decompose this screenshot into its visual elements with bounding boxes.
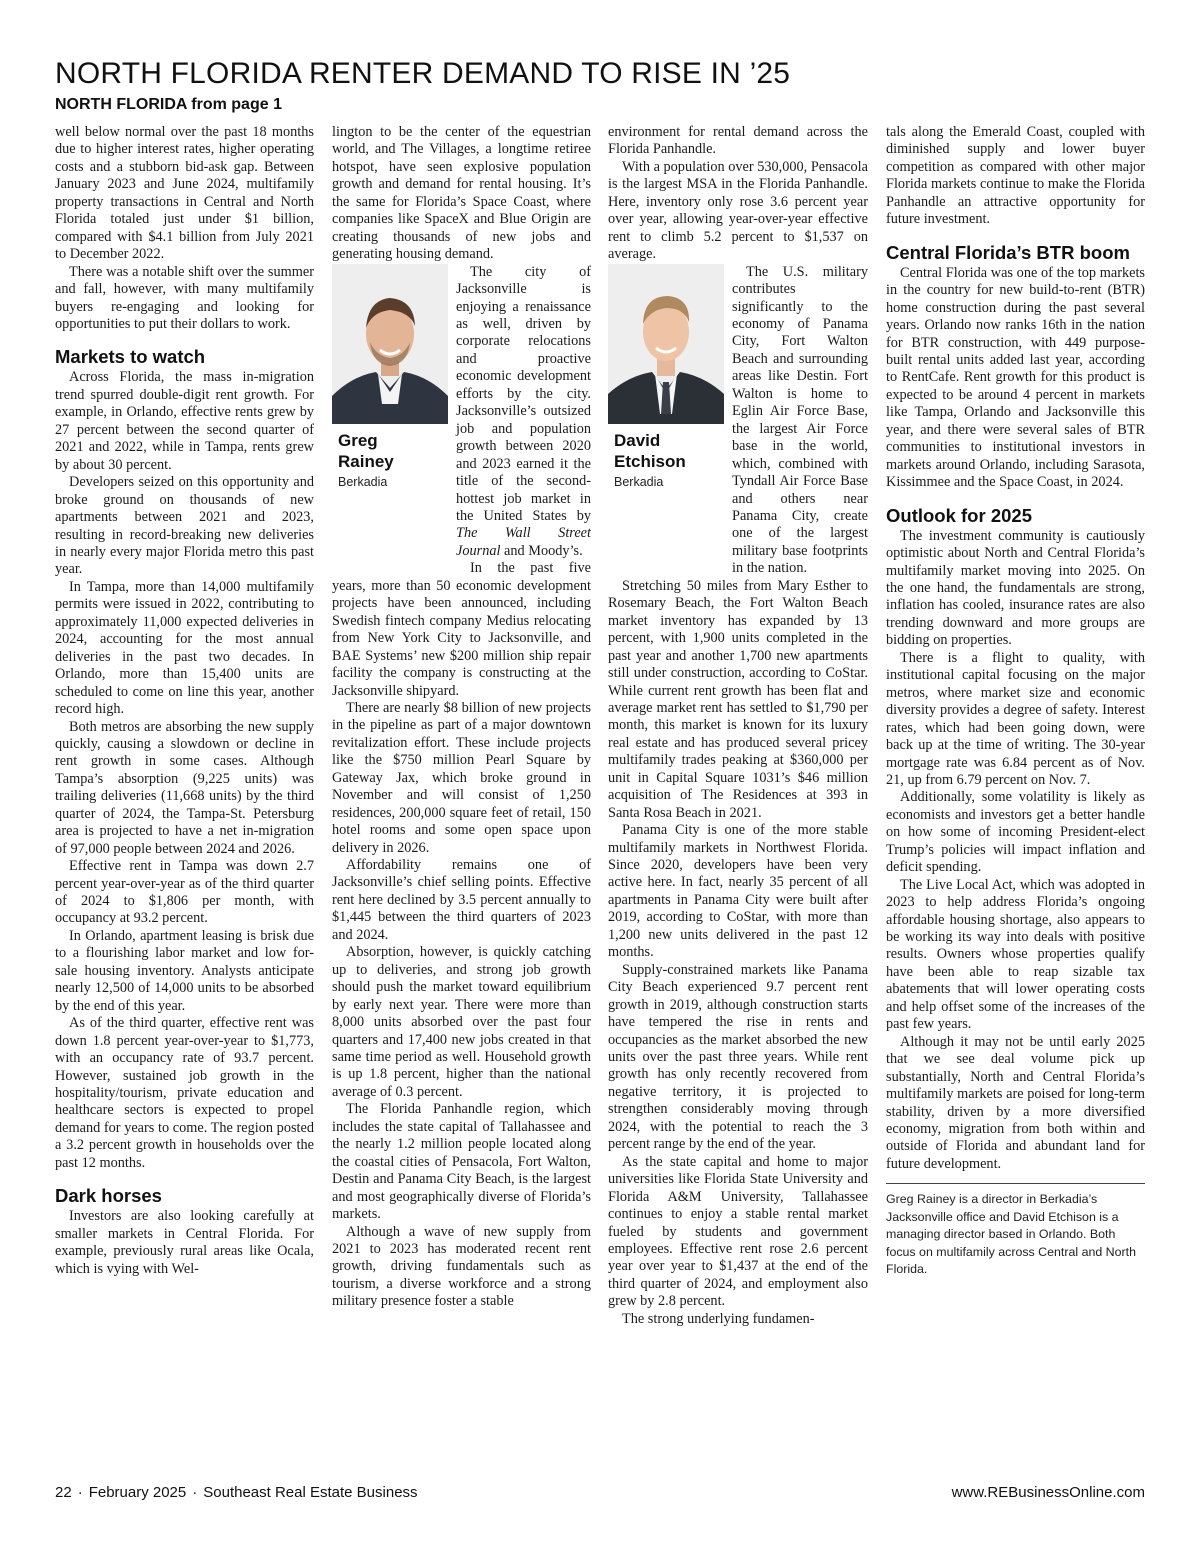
paragraph: As of the third quarter, effective rent was down 1.8 percent year-over-year to $1,773, with an occupancy rate of 93.7 percent. However, sustained job growth in the hospitality/tourism, private education and healthcare sectors is expected to propel demand for years to come. The region posted a 3.2 percent growth in households over the past 12 months. [55, 1015, 314, 1171]
paragraph: There is a flight to quality, with institutional capital focusing on the major metros, where market size and economic diversity provides a degree of safety. Interest rates, which had been going down, were back up at the time of writing. The 30-year mortgage rate was 6.84 percent as of Nov. 21, up from 6.79 percent on Nov. 7. [886, 649, 1145, 788]
photo-company: Berkadia [614, 474, 664, 489]
paragraph: Developers seized on this opportunity and broke ground on thousands of new apartments between 2021 and 2023, resulting in record-breaking new deliveries in nearly every major Florida metro this past year. [55, 474, 314, 578]
paragraph: With a population over 530,000, Pensacola is the largest MSA in the Florida Panhandle. Here, inventory only rose 3.6 percent year over year, allowing year-over-year effective rent to climb 5.2 percent to $1,537 on average. [608, 158, 868, 263]
paragraph: Absorption, however, is quickly catching up to deliveries, and strong job growth should push the market toward equilibrium by early next year. There were more than 8,000 units absorbed over the past four quarters and 17,400 new jobs created in that same time period as well. Household growth is up 1.8 percent, higher than the national average of 0.3 percent. [332, 944, 591, 1100]
photo-name [614, 430, 686, 472]
paragraph: Central Florida was one of the top markets in the country for new build-to-rent (BTR) home construction during the past several years. Orlando now ranks 16th in the nation for BTR construction, with 449 purpose-built rental units added last year, according to RentCafe. Rent growth for this product is expected to be around 4 percent in markets like Tampa, Orlando and Jacksonville this year, and there were several sales of BTR communities to institutional investors in markets around Orlando, including Sarasota, Kissimmee and the Space Coast, in 2024. [886, 264, 1145, 491]
column-4 [886, 124, 1145, 1476]
paragraph: There are nearly $8 billion of new projects in the pipeline as part of a major downtown revitalization effort. These include projects like the $750 million Pearl Square by Gateway Jax, which broke ground in November and will consist of 1,250 residences, 200,000 square feet of retail, 150 hotel rooms and some open space upon delivery in 2026. [332, 699, 591, 856]
paragraph-text: and Moody’s. [500, 542, 583, 559]
paragraph: well below normal over the past 18 months due to higher interest rates, higher operating costs and a stubborn bid-ask gap. Between January 2023 and June 2024, multifamily property transactions in Central and North Florida totaled just under $1 billion, compared with $4.1 billion from July 2021 to December 2022. [55, 124, 314, 263]
photo-first-name: Greg [338, 430, 378, 450]
paragraph: As the state capital and home to major universities like Florida State University and Florida A&M University, Tallahassee continues to enjoy a stable rental market fueled by students and government employees. Effective rent rose 2.6 percent year over year to $1,437 at the end of the third quarter of 2024, and employment also grew by 2.8 percent. [608, 1153, 868, 1310]
paragraph: Across Florida, the mass in-migration trend spurred double-digit rent growth. For example, in Orlando, effective rents grew by 27 percent between the second quarter of 2021 and 2022, while in Tampa, rents grew by about 30 percent. [55, 369, 314, 473]
section-heading-markets-to-watch: Markets to watch [55, 346, 206, 368]
separator: · [77, 1484, 83, 1501]
headshot-image [332, 264, 448, 424]
paragraph: tals along the Emerald Coast, coupled with diminished supply and lower buyer competition as compared with other major Florida markets continue to make the Florida Panhandle an attractive opportunity for future investment. [886, 124, 1145, 228]
issue-date: February 2025 [88, 1484, 187, 1501]
paragraph: Additionally, some volatility is likely as economists and investors get a better handle on how some of incoming President-elect Trump’s policies will impact inflation and deficit spending. [886, 789, 1145, 876]
paragraph-text: The city of Jacksonville is enjoying a renaissance as well, driven by corporate relocations and proactive economic development efforts by the city. Jacksonville’s outsized job and population growth between 2020 and 2023 earned it the title of the second-hottest job market in the United States by [456, 263, 591, 524]
paragraph: Effective rent in Tampa was down 2.7 percent year-over-year as of the third quarter of 2024 to $1,806 per month, with occupancy at 93.2 percent. [55, 858, 314, 927]
photo-first-name: David [614, 430, 661, 450]
paragraph: In the past five years, more than 50 economic development projects have been announced, including Swedish fintech company Medius relocating from New York City to Jacksonville, and BAE Systems’ new $200 million ship repair facility the company is constructing at the Jacksonville shipyard. [332, 560, 591, 699]
publication-title: Southeast Real Estate Business [203, 1484, 418, 1501]
section-heading-outlook: Outlook for 2025 [886, 504, 1032, 526]
paragraph: lington to be the center of the equestrian world, and The Villages, a longtime retiree hotspot, have seen explosive population growth and demand for rental housing. It’s the same for Florida’s Space Coast, where companies like SpaceX and Blue Origin are creating thousands of new jobs and generating housing demand. [332, 124, 591, 263]
photo-david-etchison [608, 264, 724, 560]
photo-name [338, 430, 394, 472]
column-3 [608, 124, 868, 1476]
section-heading-btr-boom: Central Florida’s BTR boom [886, 241, 1130, 263]
paragraph: The U.S. military contributes significantly to the economy of Panama City, Fort Walton Beach and surrounding areas like Destin. Fort Walton is home to Eglin Air Force Base, the largest Air Force base in the world, which, combined with Tyndall Air Force Base and others near Panama City, create one of the largest military base footprints in the nation. [732, 263, 868, 577]
author-bio: Greg Rainey is a director in Berkadia’s Jacksonville office and David Etchison is a managing director based in Orlando. Both focus on multifamily across Central and North Florida. [886, 1183, 1145, 1278]
headline: NORTH FLORIDA RENTER DEMAND TO RISE IN ’25 [55, 57, 791, 90]
column-2 [332, 124, 591, 1476]
photo-greg-rainey [332, 264, 448, 560]
paragraph: Affordability remains one of Jacksonville’s chief selling points. Effective rent here declined by 3.5 percent annually to $1,445 between the third quarters of 2023 and 2024. [332, 857, 591, 943]
paragraph: Panama City is one of the more stable multifamily markets in Northwest Florida. Since 2020, developers have been very active here. In fact, nearly 35 percent of all apartments in Panama City were built after 2019, according to CoStar, with more than 1,200 new units delivered in the past 12 months. [608, 822, 868, 961]
paragraph: The Live Local Act, which was adopted in 2023 to help address Florida’s ongoing affordable housing shortage, also appears to be working its way into deals with positive results. Owners whose properties qualify have been able to reap sizable tax abatements that will lower operating costs and help offset some of the increases of the past few years. [886, 876, 1145, 1033]
jump-line: NORTH FLORIDA from page 1 [55, 96, 282, 113]
headshot-image [608, 264, 724, 424]
paragraph: Supply-constrained markets like Panama City Beach experienced 9.7 percent rent growth in 2019, although construction starts have tempered the rise in rents and occupancies as the market absorbed the new units over the past three years. While rent growth has only recently recovered from negative territory, it is projected to strengthen considerably moving through 2024, with the potential to reach the 3 percent range by the end of the year. [608, 961, 868, 1153]
separator: · [192, 1484, 198, 1501]
paragraph: There was a notable shift over the summer and fall, however, with many multifamily buyers re-engaging and looking for opportunities to put their dollars to work. [55, 263, 314, 332]
paragraph: Although a wave of new supply from 2021 to 2023 has moderated recent rent growth, driving fundamentals such as tourism, a diverse workforce and a strong military presence foster a stable [332, 1223, 591, 1310]
paragraph: The strong underlying fundamen- [622, 1310, 815, 1327]
footer-left [55, 1484, 418, 1501]
website-url: www.REBusinessOnline.com [951, 1484, 1145, 1501]
photo-last-name: Rainey [338, 451, 394, 471]
section-heading-dark-horses: Dark horses [55, 1185, 162, 1207]
paragraph: environment for rental demand across the Florida Panhandle. [608, 124, 868, 158]
paragraph: In Tampa, more than 14,000 multifamily permits were issued in 2022, contributing to approximately 11,000 expected deliveries in 2024, accounting for the most annual deliveries in the past two decades. In Orlando, more than 15,400 units are scheduled to come on line this year, another record high. [55, 578, 314, 718]
paragraph: The Florida Panhandle region, which includes the state capital of Tallahassee and the nearly 1.2 million people located along the coastal cities of Pensacola, Fort Walton, Destin and Panama City Beach, is the largest and most geographically diverse of Florida’s markets. [332, 1101, 591, 1223]
paragraph: Investors are also looking carefully at smaller markets in Central Florida. For example, previously rural areas like Ocala, which is vying with Wel- [55, 1208, 314, 1277]
photo-company: Berkadia [338, 474, 388, 489]
publication-name: The Wall Street Journal [456, 525, 591, 559]
page-number: 22 [55, 1484, 72, 1501]
paragraph: In Orlando, apartment leasing is brisk due to a flourishing labor market and low for-sale housing inventory. Analysts anticipate nearly 12,500 of 14,000 units to be absorbed by the end of this year. [55, 927, 314, 1014]
column-1 [55, 124, 314, 1476]
photo-last-name: Etchison [614, 451, 686, 471]
paragraph: Although it may not be until early 2025 that we see deal volume pick up substantially, North and Central Florida’s multifamily markets are poised for long-term stability, driven by a more diversified economy, migration from both within and outside of Florida and abundant land for future development. [886, 1033, 1145, 1172]
paragraph: The investment community is cautiously optimistic about North and Central Florida’s multifamily market moving into 2025. On the one hand, the fundamentals are strong, inflation has cooled, insurance rates are also trending downward and more groups are bidding on properties. [886, 527, 1145, 649]
paragraph: Both metros are absorbing the new supply quickly, causing a slowdown or decline in rent growth in some cases. Although Tampa’s absorption (9,225 units) was trailing deliveries (11,668 units) by the third quarter of 2024, the Tampa-St. Petersburg area is projected to have a net in-migration of 97,000 people between 2024 and 2026. [55, 718, 314, 857]
paragraph: Stretching 50 miles from Mary Esther to Rosemary Beach, the Fort Walton Beach market inventory has expanded by 13 percent, with 1,900 units completed in the past year and another 1,700 new apartments still under construction, according to CoStar. While current rent growth has been flat and average market rent has settled to $1,790 per month, this market is known for its luxury real estate and has produced several pricey multifamily trades peaking at $360,000 per unit in Capital Square 1031’s $46 million acquisition of The Residences at 393 in Santa Rosa Beach in 2021. [608, 577, 868, 821]
